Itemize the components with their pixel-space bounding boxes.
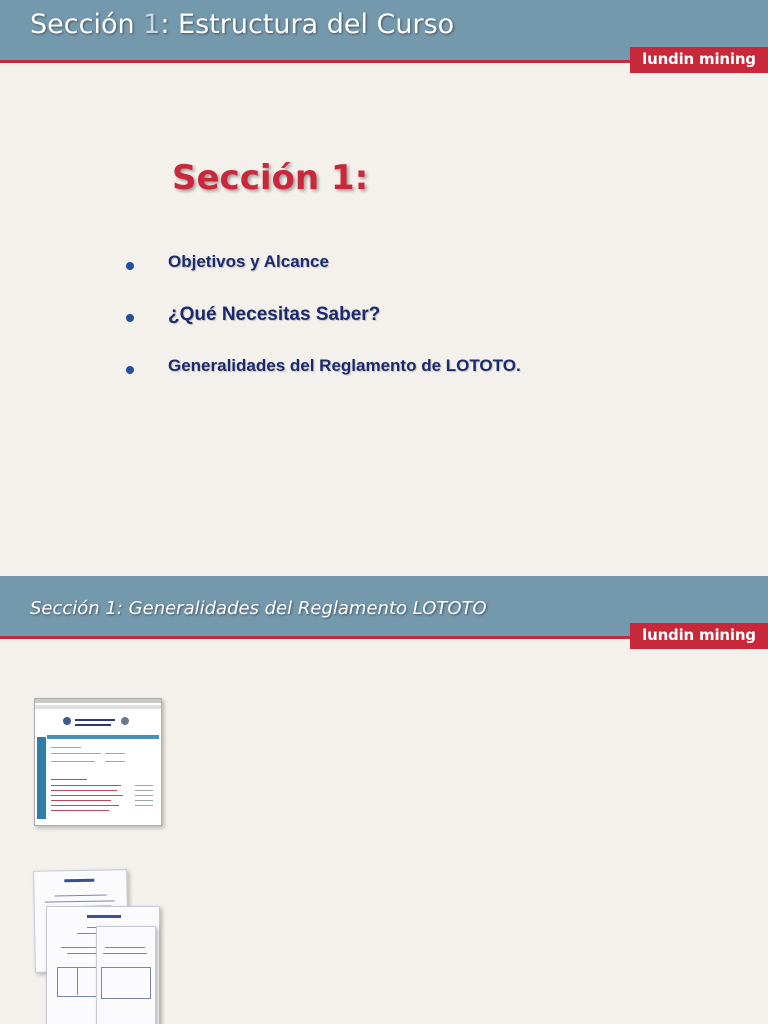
slide-gap (0, 512, 768, 576)
slide-2 (0, 576, 768, 1024)
bullet-text: Objetivos y Alcance (168, 252, 329, 271)
website-screenshot-image (34, 698, 162, 826)
bullet-text: ¿Qué Necesitas Saber? (168, 304, 381, 325)
bullet-icon (126, 262, 134, 270)
section-title: Sección 1: (172, 158, 369, 198)
bullet-text: Generalidades del Reglamento de LOTOTO. (168, 356, 521, 375)
document-image-front (96, 926, 156, 1024)
lundin-mining-logo: lundin mining (630, 623, 768, 649)
bullet-icon (126, 314, 134, 322)
slide-2-header-title: Sección 1: Generalidades del Reglamento LOTOTO (30, 598, 487, 619)
lundin-mining-logo: lundin mining (630, 47, 768, 73)
bullet-icon (126, 366, 134, 374)
slide-1-header-title: Sección 1: Estructura del Curso (30, 9, 455, 40)
